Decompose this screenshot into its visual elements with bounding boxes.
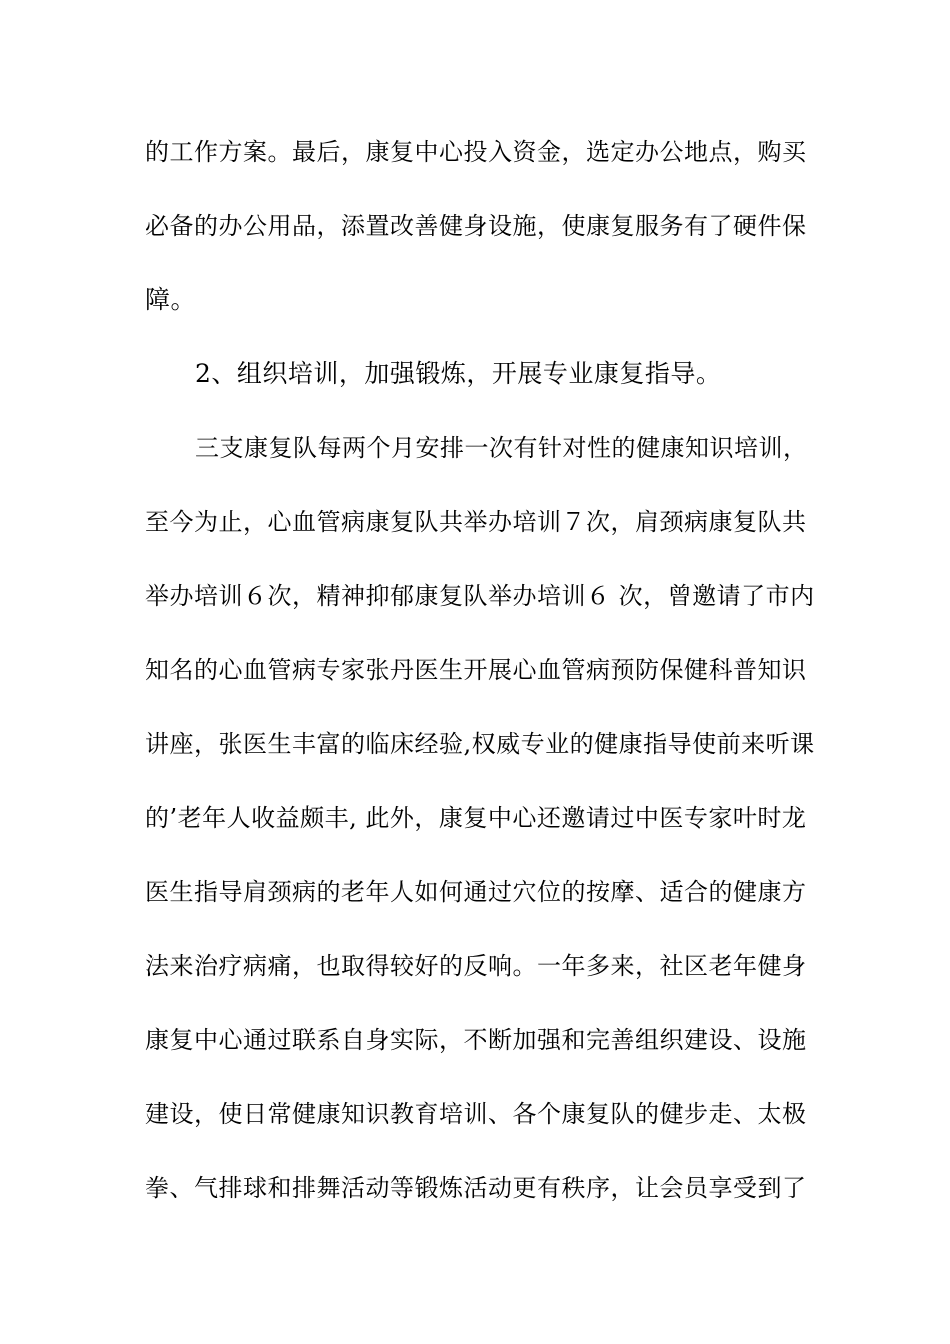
text-line: 法来治疗病痛，也取得较好的反响。一年多来，社区老年健身: [145, 952, 807, 980]
section-heading: 2、组织培训，加强锻炼，开展专业康复指导。: [195, 359, 722, 388]
text-line: 的’老年人收益颇丰, 此外，康复中心还邀请过中医专家叶时龙: [145, 804, 807, 832]
text-line: 知名的心血管病专家张丹医生开展心血管病预防保健科普知识: [145, 656, 807, 684]
text-line: 必备的办公用品，添置改善健身设施，使康复服务有了硬件保: [145, 212, 807, 240]
text-line: 至今为止，心血管病康复队共举办培训７次，肩颈病康复队共: [145, 508, 807, 536]
text-line: 拳、气排球和排舞活动等锻炼活动更有秩序，让会员享受到了: [145, 1174, 807, 1202]
text-line: 障。: [145, 285, 197, 314]
text-line: 康复中心通过联系自身实际，不断加强和完善组织建设、设施: [145, 1026, 807, 1054]
text-line: 建设，使日常健康知识教育培训、各个康复队的健步走、太极: [145, 1100, 807, 1128]
text-line: 讲座，张医生丰富的临床经验,权威专业的健康指导使前来听课: [145, 730, 815, 758]
text-line: 三支康复队每两个月安排一次有针对性的健康知识培训，: [195, 434, 808, 462]
text-line: 的工作方案。最后，康复中心投入资金，选定办公地点，购买: [145, 138, 807, 166]
text-line: 举办培训６次，精神抑郁康复队举办培训６ 次，曾邀请了市内: [145, 582, 815, 610]
text-line: 医生指导肩颈病的老年人如何通过穴位的按摩、适合的健康方: [145, 878, 807, 906]
